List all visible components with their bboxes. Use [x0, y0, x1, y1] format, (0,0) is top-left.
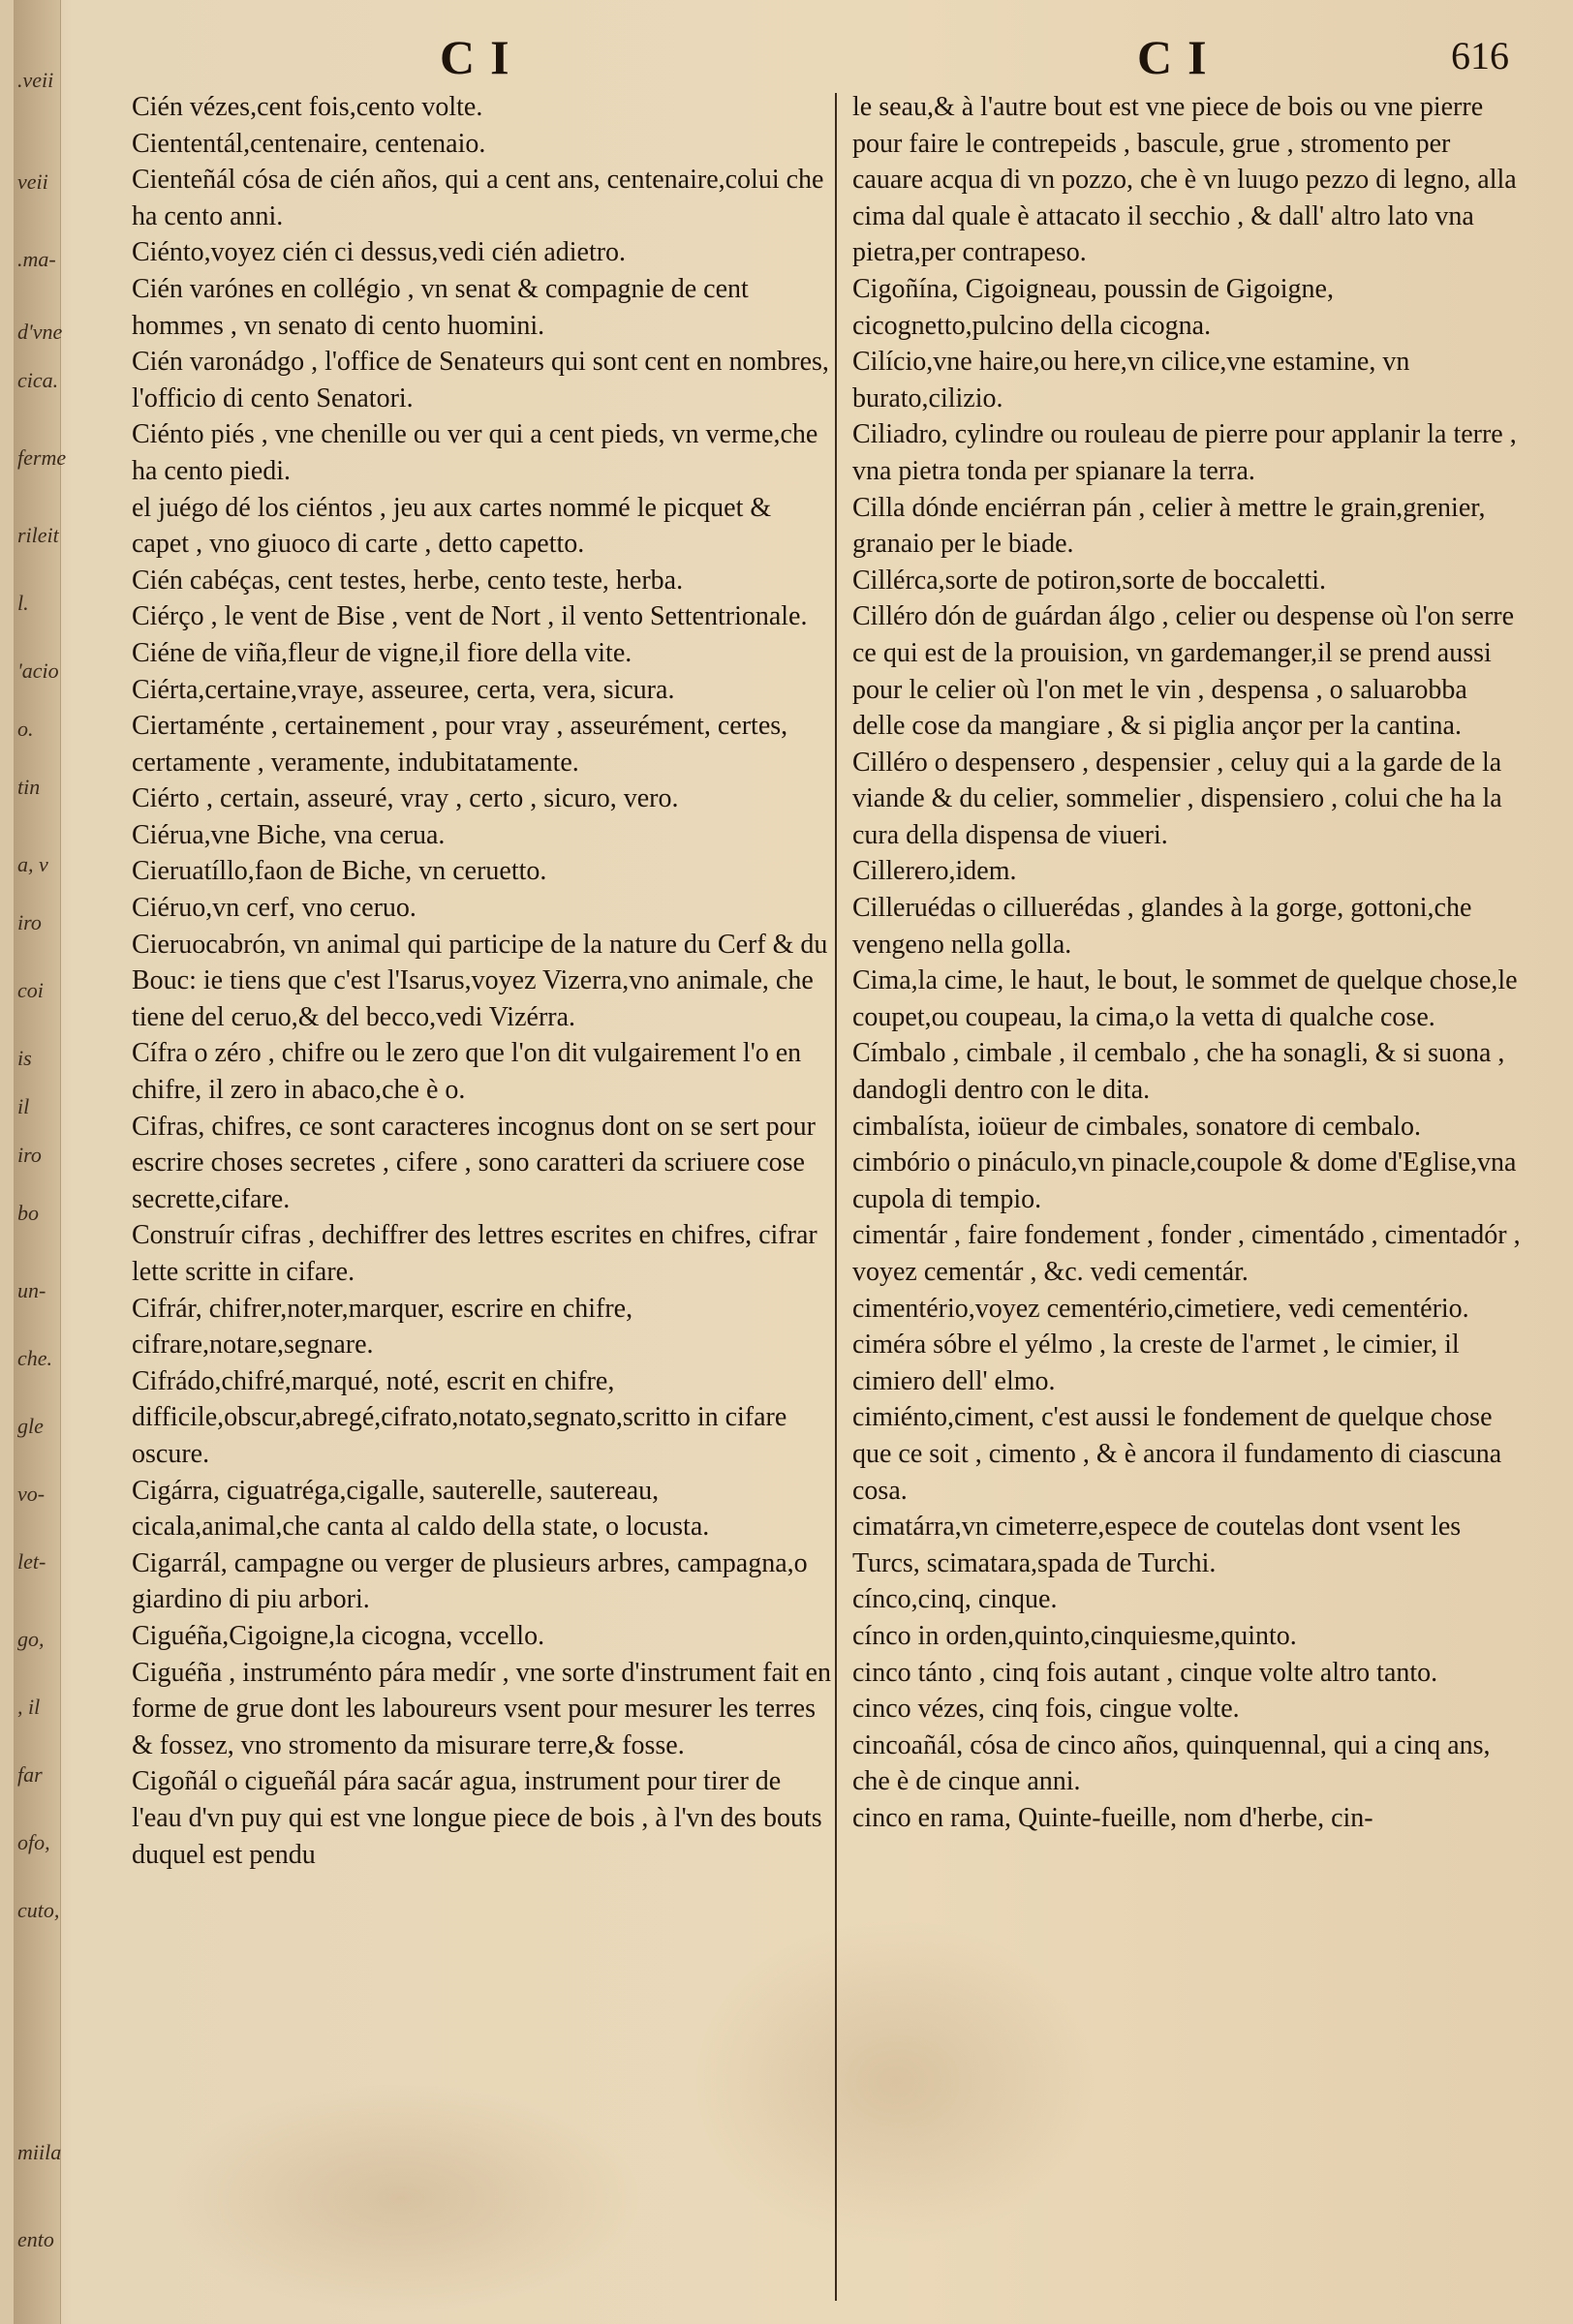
entry-text: cinco tánto , cinq fois autant , cinque volte altro tanto.	[852, 1657, 1438, 1688]
dictionary-entry	[852, 853, 1521, 890]
entry-text: Cillérca,sorte de potiron,sorte de boccaletti.	[852, 565, 1327, 596]
dictionary-entry	[132, 1363, 831, 1473]
margin-fragment: tin	[17, 775, 41, 799]
dictionary-entry	[132, 89, 831, 126]
dictionary-entry	[852, 1109, 1521, 1146]
entry-text: Ciéne de viña,fleur de vigne,il fiore della vite.	[132, 637, 632, 668]
entry-text: cimatárra,vn cimeterre,espece de coutelas dont vsent les Turcs, scimatara,spada de Turchi.	[852, 1512, 1462, 1578]
dictionary-entry	[852, 1327, 1521, 1399]
entry-text: Cieruocabrón, vn animal qui participe de la nature du Cerf & du Bouc: ie tiens que c'est l'Isarus,voyez Vizerra,vno animale, che tiene del ceruo,& del becco,vedi Vizérra.	[132, 929, 828, 1032]
dictionary-entry	[132, 1109, 831, 1218]
entry-text: cimbório o pináculo,vn pinacle,coupole & dome d'Eglise,vna cupola di tempio.	[852, 1147, 1517, 1214]
dictionary-entry	[132, 853, 831, 890]
margin-fragment: a, v	[17, 852, 48, 876]
entry-text: Cillerero,idem.	[852, 856, 1017, 887]
entry-text: Ciliadro, cylindre ou rouleau de pierre pour applanir la terre , vna pietra tonda per spianare la terra.	[852, 419, 1517, 486]
margin-fragment: coi	[17, 978, 44, 1002]
entry-text: Címbalo , cimbale , il cembalo , che ha sonagli, & si suona , dandogli dentro con le dita.	[852, 1038, 1505, 1106]
dictionary-entry	[132, 234, 831, 271]
dictionary-entry	[852, 1509, 1521, 1581]
margin-fragment: let-	[17, 1549, 46, 1574]
entry-text: Ciérta,certaine,vraye, asseuree, certa, vera, sicura.	[132, 674, 675, 705]
dictionary-entry	[132, 1618, 831, 1655]
dictionary-entry	[132, 780, 831, 817]
margin-fragment: cuto,	[17, 1898, 60, 1922]
entry-text: Ciguéña , instruménto pára medír , vne sorte d'instrument fait en forme de grue dont les laboureurs vsent pour mesurer les terres & fossez, vno stromento da misurare terre,& fosse.	[132, 1657, 831, 1760]
margin-fragment: gle	[17, 1414, 44, 1438]
dictionary-entry	[132, 672, 831, 709]
paper-stain	[159, 2082, 643, 2314]
entry-text: Cilleruédas o cilluerédas , glandes à la gorge, gottoni,che vengeno nella golla.	[852, 893, 1472, 960]
dictionary-entry	[852, 1145, 1521, 1217]
entry-text: Cigoñína, Cigoigneau, poussin de Gigoigne, cicognetto,pulcino della cicogna.	[852, 273, 1334, 341]
margin-fragment: rileit	[17, 523, 59, 547]
entry-text: cincoañál, cósa de cinco años, quinquennal, qui a cinq ans, che è de cinque anni.	[852, 1729, 1491, 1797]
margin-fragment: che.	[17, 1346, 53, 1370]
margin-fragment: is	[17, 1046, 32, 1070]
dictionary-entry	[132, 416, 831, 489]
dictionary-entry	[852, 1655, 1521, 1692]
dictionary-entry	[852, 271, 1521, 344]
entry-text: Cilla dónde enciérran pán , celier à mettre le grain,grenier, granaio per le biade.	[852, 492, 1486, 560]
margin-fragment: l.	[17, 591, 29, 615]
entry-text: Ciéruo,vn cerf, vno ceruo.	[132, 893, 416, 924]
margin-fragment: il	[17, 1094, 30, 1118]
entry-text: Cienteñál cósa de cién años, qui a cent ans, centenaire,colui che ha cento anni.	[132, 165, 824, 231]
dictionary-entry	[132, 563, 831, 599]
entry-text: Ciertaménte , certainement , pour vray , asseurément, certes, certamente , veramente, indubitatamente.	[132, 711, 788, 778]
entry-text: Cilléro dón de guárdan álgo , celier ou despense où l'on serre ce qui est de la prouision, vn gardemanger,il se prend aussi pour le celier où l'on met le vin , despensa , o saluarobba delle cose da mangiare , & si piglia ançor per la cantina.	[852, 601, 1515, 742]
paper-stain	[692, 1917, 1098, 2247]
dictionary-entry	[852, 1800, 1521, 1837]
entry-text: Cigoñál o cigueñál pára sacár agua, instrument pour tirer de l'eau d'vn puy qui est vne longue piece de bois , à l'vn des bouts duquel est pendu	[132, 1766, 822, 1870]
entry-text: Cigarrál, campagne ou verger de plusieurs arbres, campagna,o giardino di piu arbori.	[132, 1547, 808, 1615]
dictionary-entry	[852, 563, 1521, 599]
entry-text: Ciententál,centenaire, centenaio.	[132, 128, 486, 159]
dictionary-entry	[852, 416, 1521, 489]
margin-fragment: , il	[17, 1695, 41, 1719]
running-header-left: CI	[440, 30, 525, 84]
margin-fragment: 'acio	[17, 658, 59, 683]
dictionary-entry	[132, 1291, 831, 1363]
entry-text: ciméra sóbre el yélmo , la creste de l'armet , le cimier, il cimiero dell' elmo.	[852, 1330, 1460, 1396]
dictionary-entry	[852, 890, 1521, 963]
entry-text: Cilléro o despensero , despensier , celuy qui a la garde de la viande & du celier, sommelier , dispensiero , colui che ha la cura della dispensa de viueri.	[852, 747, 1502, 850]
dictionary-entry	[132, 708, 831, 780]
margin-fragment: far	[17, 1762, 43, 1787]
dictionary-entry	[852, 745, 1521, 854]
margin-fragment: miila	[17, 2140, 62, 2164]
entry-text: Cilício,vne haire,ou here,vn cilice,vne estamine, vn burato,cilizio.	[852, 347, 1410, 413]
dictionary-entry	[852, 1691, 1521, 1728]
entry-text: cínco,cinq, cinque.	[852, 1584, 1058, 1615]
entry-text: Cifras, chifres, ce sont caracteres incognus dont on se sert pour escrire choses secretes , cifere , sono caratteri da scriuere cose secrette,cifare.	[132, 1111, 816, 1214]
previous-page-margin	[14, 0, 67, 2324]
book-page	[14, 0, 1573, 2324]
margin-fragment: veii	[17, 169, 48, 194]
dictionary-entry	[852, 963, 1521, 1035]
dictionary-entry	[132, 162, 831, 234]
entry-text: Ciénto piés , vne chenille ou ver qui a cent pieds, vn verme,che ha cento piedi.	[132, 419, 818, 486]
entry-text: cimentár , faire fondement , fonder , cimentádo , cimentadór , voyez cementár , &c. vedi cementár.	[852, 1220, 1521, 1287]
dictionary-entry	[132, 890, 831, 927]
entry-text: cínco in orden,quinto,cinquiesme,quinto.	[852, 1620, 1297, 1651]
entry-text: cimentério,voyez cementério,cimetiere, vedi cementério.	[852, 1293, 1469, 1324]
margin-fragment: iro	[17, 1143, 42, 1167]
entry-text: le seau,& à l'autre bout est vne piece de bois ou vne pierre pour faire le contrepeids , bascule, grue , stromento per cauare acqua di vn pozzo, che è vn luugo pezzo di legno, alla cima dal quale è attacato il secchio , & dall' altro lato vna pietra,per contrapeso.	[852, 92, 1517, 268]
entry-text: Cieruatíllo,faon de Biche, vn ceruetto.	[132, 856, 547, 887]
entry-text: Ciénto,voyez cién ci dessus,vedi cién adietro.	[132, 237, 627, 268]
margin-fragment: ento	[17, 2227, 54, 2251]
dictionary-entry	[852, 89, 1521, 271]
dictionary-entry	[852, 1618, 1521, 1655]
entry-text: Cién cabéças, cent testes, herbe, cento teste, herba.	[132, 565, 684, 596]
entry-text: cinco en rama, Quinte-fueille, nom d'herbe, cin-	[852, 1802, 1373, 1833]
entry-text: Construír cifras , dechiffrer des lettres escrites en chifres, cifrar lette scritte in cifare.	[132, 1220, 817, 1287]
entry-text: Cién varonádgo , l'office de Senateurs qui sont cent en nombres, l'officio di cento Senatori.	[132, 347, 829, 413]
dictionary-entry	[852, 1728, 1521, 1800]
column-divider	[835, 93, 837, 2301]
running-header-right: CI	[1137, 30, 1222, 84]
margin-fragment: .ma-	[17, 247, 56, 271]
dictionary-entry	[852, 1399, 1521, 1509]
margin-fragment: d'vne	[17, 320, 63, 344]
left-column	[132, 89, 831, 1873]
margin-fragment: o.	[17, 717, 34, 741]
margin-fragment: ofo,	[17, 1830, 50, 1854]
margin-fragment: ferme	[17, 445, 67, 470]
dictionary-entry	[852, 1035, 1521, 1108]
dictionary-entry	[852, 1291, 1521, 1328]
entry-text: Ciérço , le vent de Bise , vent de Nort , il vento Settentrionale.	[132, 601, 808, 632]
dictionary-entry	[852, 1581, 1521, 1618]
entry-text: Ciérua,vne Biche, vna cerua.	[132, 819, 446, 850]
margin-fragment: iro	[17, 910, 42, 934]
margin-fragment: bo	[17, 1201, 39, 1225]
dictionary-entry	[132, 1217, 831, 1290]
entry-text: Cífra o zéro , chifre ou le zero que l'on dit vulgairement l'o en chifre, il zero in abaco,che è o.	[132, 1038, 802, 1106]
dictionary-entry	[132, 927, 831, 1036]
entry-text: Cién vézes,cent fois,cento volte.	[132, 92, 483, 122]
entry-text: Cién varónes en collégio , vn senat & compagnie de cent hommes , vn senato di cento huomini.	[132, 273, 749, 341]
entry-text: Cifrár, chifrer,noter,marquer, escrire en chifre, cifrare,notare,segnare.	[132, 1293, 633, 1361]
entry-text: Cima,la cime, le haut, le bout, le sommet de quelque chose,le coupet,ou coupeau, la cima,o la vetta di qualche cose.	[852, 965, 1518, 1032]
dictionary-entry	[852, 598, 1521, 744]
dictionary-entry	[132, 598, 831, 635]
margin-fragment: go,	[17, 1627, 45, 1651]
margin-fragment: .veii	[17, 68, 54, 92]
entry-text: Cigárra, ciguatréga,cigalle, sauterelle, sautereau, cicala,animal,che canta al caldo della state, o locusta.	[132, 1475, 710, 1543]
dictionary-entry	[132, 1763, 831, 1873]
dictionary-entry	[132, 817, 831, 854]
dictionary-entry	[132, 490, 831, 563]
entry-text: cimbalísta, ioüeur de cimbales, sonatore di cembalo.	[852, 1111, 1422, 1142]
entry-text: Ciguéña,Cigoigne,la cicogna, vccello.	[132, 1620, 545, 1651]
dictionary-entry	[132, 344, 831, 416]
dictionary-entry	[132, 271, 831, 344]
dictionary-entry	[132, 635, 831, 672]
margin-fragment: vo-	[17, 1482, 46, 1506]
dictionary-entry	[852, 344, 1521, 416]
dictionary-entry	[132, 126, 831, 163]
page-number: 616	[1451, 34, 1509, 77]
dictionary-entry	[132, 1473, 831, 1545]
dictionary-entry	[852, 1217, 1521, 1290]
entry-text: el juégo dé los ciéntos , jeu aux cartes nommé le picquet & capet , vno giuoco di carte , detto capetto.	[132, 492, 772, 560]
dictionary-entry	[132, 1655, 831, 1764]
margin-fragment: un-	[17, 1278, 46, 1302]
entry-text: cimiénto,ciment, c'est aussi le fondement de quelque chose que ce soit , cimento , & è ancora il fundamento di ciascuna cosa.	[852, 1402, 1502, 1506]
margin-fragment: cica.	[17, 368, 59, 392]
dictionary-entry	[852, 490, 1521, 563]
dictionary-entry	[132, 1545, 831, 1618]
right-column	[852, 89, 1521, 1837]
dictionary-entry	[132, 1035, 831, 1108]
entry-text: Cifrádo,chifré,marqué, noté, escrit en chifre, difficile,obscur,abregé,cifrato,notato,segnato,scritto in cifare oscure.	[132, 1365, 787, 1469]
entry-text: Ciérto , certain, asseuré, vray , certo , sicuro, vero.	[132, 783, 679, 814]
entry-text: cinco vézes, cinq fois, cingue volte.	[852, 1694, 1240, 1725]
